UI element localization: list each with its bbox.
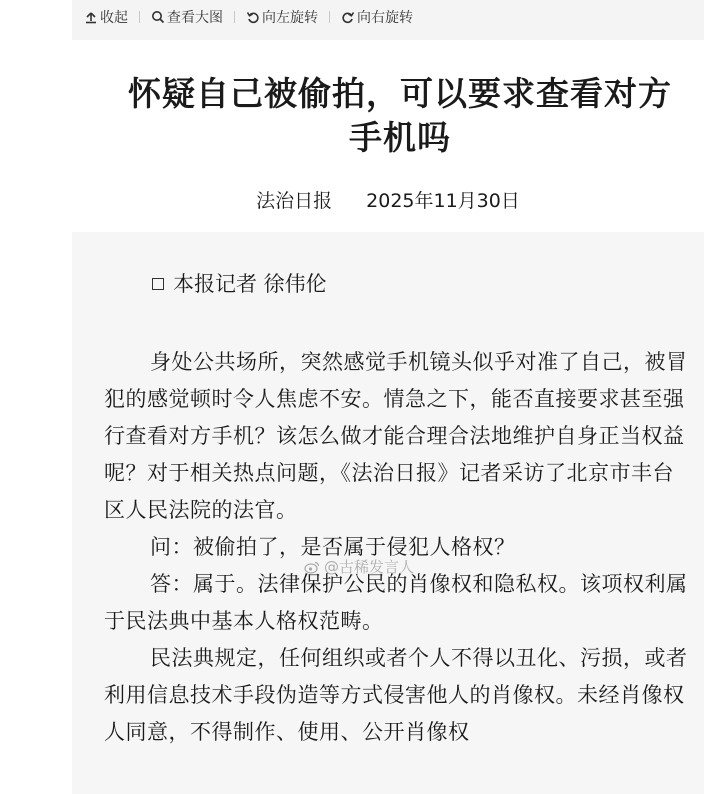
- toolbar-divider: [234, 11, 235, 23]
- collapse-label: 收起: [100, 10, 128, 26]
- paragraph: 答：属于。法律保护公民的肖像权和隐私权。该项权利属于民法典中基本人格权范畴。: [104, 572, 688, 633]
- square-bullet-icon: [152, 278, 164, 290]
- paragraph: 身处公共场所，突然感觉手机镜头似乎对准了自己，被冒犯的感觉顿时令人焦虑不安。情急之下，能否直接要求甚至强行查看对方手机？该怎么做才能合理合法地维护自身正当权益呢？对于相关热点问题，《法治日报》记者采访了北京市丰台区人民法院的法官。: [104, 350, 688, 522]
- weibo-watermark: [304, 556, 414, 577]
- article-image: [72, 40, 704, 794]
- left-margin: [0, 0, 72, 794]
- article-meta: [72, 186, 704, 213]
- toolbar-divider: [139, 11, 140, 23]
- article-source: 法治日报: [256, 190, 333, 212]
- article-header: [72, 40, 704, 232]
- magnifier-icon: [151, 10, 165, 24]
- article-title: 怀疑自己被偷拍，可以要求查看对方手机吗: [128, 74, 672, 157]
- rotate-left-icon: [246, 10, 260, 24]
- article-body: [72, 232, 704, 794]
- rotate-right-label: 向右旋转: [357, 10, 413, 26]
- paragraph: 民法典规定，任何组织或者个人不得以丑化、污损，或者利用信息技术手段伪造等方式侵害他人的肖像权。未经肖像权人同意，不得制作、使用、公开肖像权: [104, 646, 688, 744]
- collapse-icon: [84, 10, 98, 24]
- rotate-right-button[interactable]: [341, 7, 413, 27]
- view-large-button[interactable]: [151, 7, 223, 27]
- rotate-right-icon: [341, 10, 355, 24]
- image-toolbar: [72, 0, 704, 34]
- rotate-left-button[interactable]: [246, 7, 318, 27]
- view-large-label: 查看大图: [167, 10, 223, 26]
- paragraph: 问：被偷拍了，是否属于侵犯人格权？: [150, 535, 516, 559]
- article-date: 2025年11月30日: [366, 190, 520, 212]
- reporter-line: [152, 268, 327, 300]
- article-content: [104, 344, 694, 751]
- reporter-name: 本报记者 徐伟伦: [173, 272, 327, 296]
- watermark-text: @古稀发言人: [324, 558, 415, 576]
- toolbar-divider: [329, 11, 330, 23]
- weibo-logo-icon: [304, 560, 320, 574]
- rotate-left-label: 向左旋转: [262, 10, 318, 26]
- collapse-button[interactable]: [84, 7, 128, 27]
